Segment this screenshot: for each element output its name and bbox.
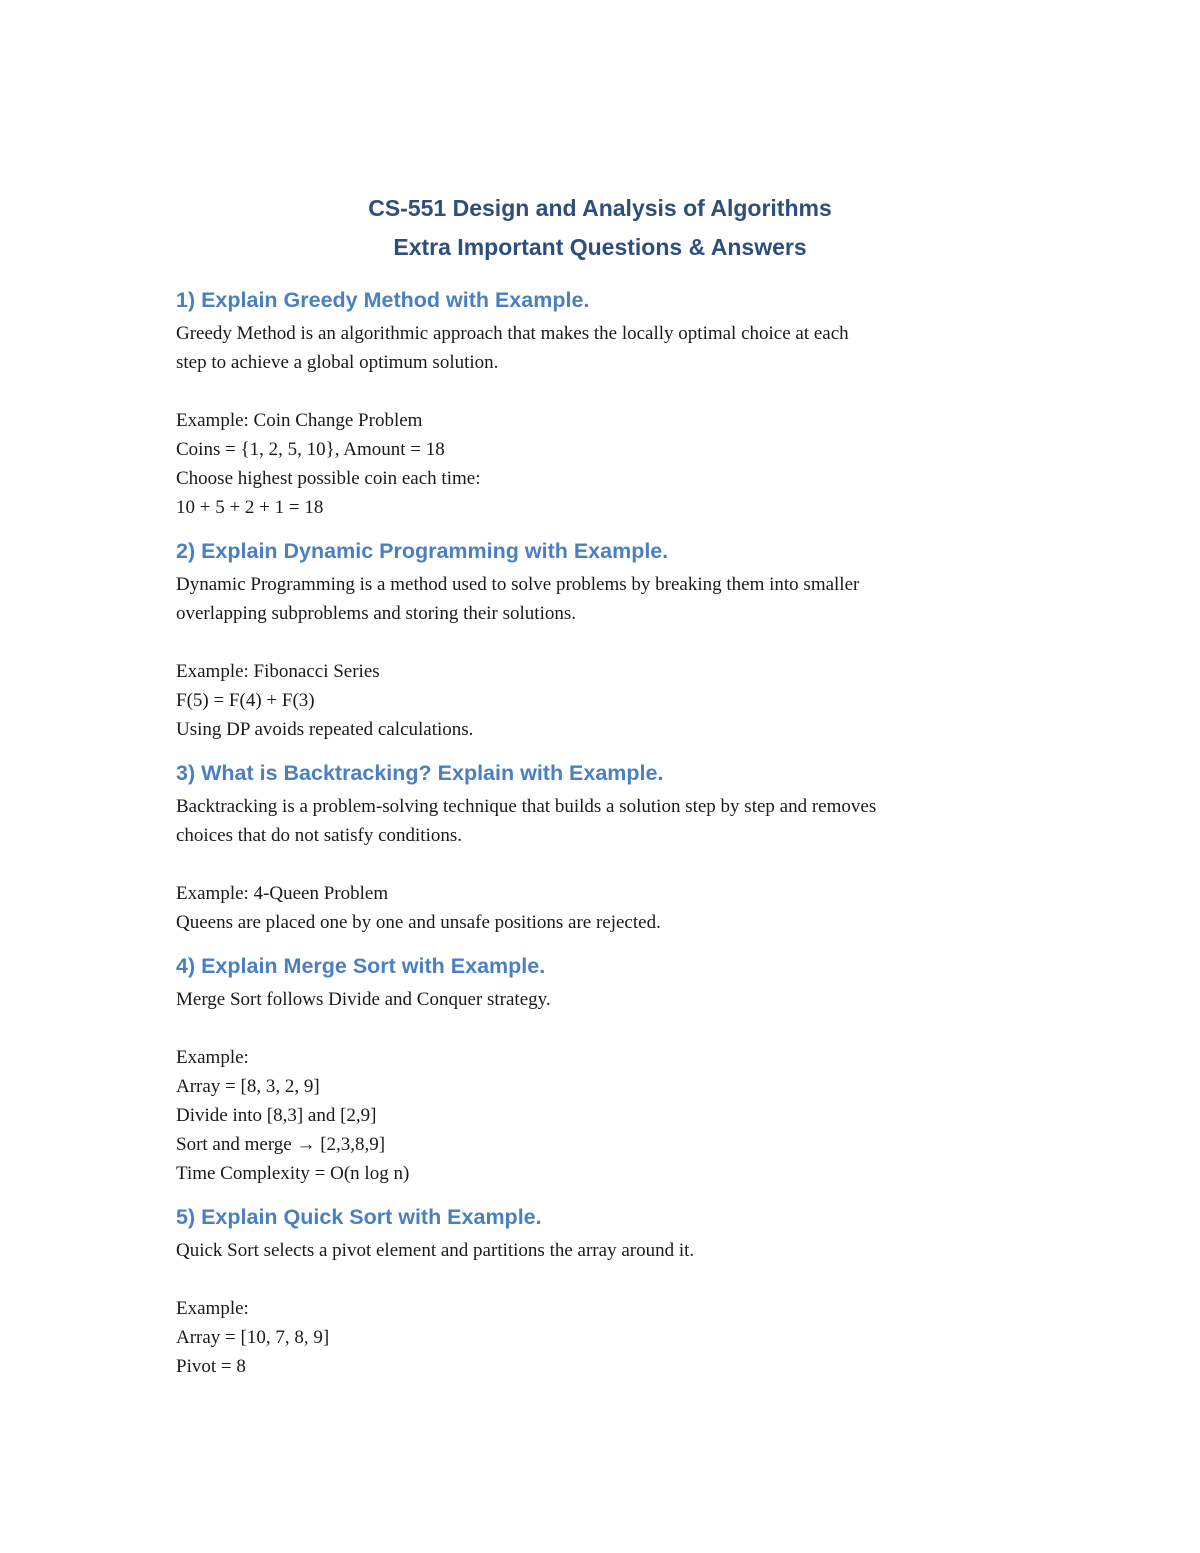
paragraph-spacer bbox=[176, 628, 1076, 657]
paragraph-spacer bbox=[176, 1265, 1076, 1294]
section-spacer bbox=[176, 744, 1076, 756]
paragraph-spacer bbox=[176, 377, 1076, 406]
title-block bbox=[0, 189, 1200, 267]
paragraph-spacer bbox=[176, 1014, 1076, 1043]
definition-line: Dynamic Programming is a method used to solve problems by breaking them into smaller bbox=[176, 574, 860, 595]
example-line: Choose highest possible coin each time: bbox=[176, 468, 481, 489]
example-line: Example: bbox=[176, 1298, 249, 1319]
question-section-3 bbox=[176, 756, 1076, 937]
definition-line: step to achieve a global optimum solution. bbox=[176, 352, 499, 373]
question-heading: 1) Explain Greedy Method with Example. bbox=[176, 288, 590, 312]
example-line: Pivot = 8 bbox=[176, 1356, 246, 1377]
example-line: Queens are placed one by one and unsafe positions are rejected. bbox=[176, 912, 661, 933]
definition-line: Greedy Method is an algorithmic approach that makes the locally optimal choice at each bbox=[176, 323, 849, 344]
example-line: Time Complexity = O(n log n) bbox=[176, 1163, 410, 1184]
section-spacer bbox=[176, 522, 1076, 534]
definition-line: Backtracking is a problem-solving technique that builds a solution step by step and removes bbox=[176, 796, 877, 817]
document-title: CS-551 Design and Analysis of Algorithms bbox=[368, 195, 832, 221]
question-heading: 5) Explain Quick Sort with Example. bbox=[176, 1205, 542, 1229]
example-line: Example: 4-Queen Problem bbox=[176, 883, 389, 904]
section-spacer bbox=[176, 937, 1076, 949]
example-line: 10 + 5 + 2 + 1 = 18 bbox=[176, 497, 324, 518]
example-line: F(5) = F(4) + F(3) bbox=[176, 690, 315, 711]
definition-line: Merge Sort follows Divide and Conquer strategy. bbox=[176, 989, 551, 1010]
definition-line: overlapping subproblems and storing their solutions. bbox=[176, 603, 577, 624]
question-heading: 4) Explain Merge Sort with Example. bbox=[176, 954, 546, 978]
question-section-4 bbox=[176, 949, 1076, 1188]
document-subtitle: Extra Important Questions & Answers bbox=[393, 234, 807, 260]
example-line: Example: Coin Change Problem bbox=[176, 410, 423, 431]
question-heading: 2) Explain Dynamic Programming with Example. bbox=[176, 539, 669, 563]
question-heading: 3) What is Backtracking? Explain with Example. bbox=[176, 761, 664, 785]
definition-line: Quick Sort selects a pivot element and partitions the array around it. bbox=[176, 1240, 695, 1261]
example-line: Example: Fibonacci Series bbox=[176, 661, 380, 682]
example-line: Using DP avoids repeated calculations. bbox=[176, 719, 474, 740]
question-section-1 bbox=[176, 283, 1076, 522]
example-line: Sort and merge → [2,3,8,9] bbox=[176, 1134, 386, 1155]
definition-line: choices that do not satisfy conditions. bbox=[176, 825, 463, 846]
example-line: Coins = {1, 2, 5, 10}, Amount = 18 bbox=[176, 439, 445, 460]
example-line: Example: bbox=[176, 1047, 249, 1068]
paragraph-spacer bbox=[176, 850, 1076, 879]
question-section-2 bbox=[176, 534, 1076, 744]
document-body bbox=[176, 283, 1076, 1381]
example-line: Array = [10, 7, 8, 9] bbox=[176, 1327, 330, 1348]
example-line: Array = [8, 3, 2, 9] bbox=[176, 1076, 320, 1097]
example-line: Divide into [8,3] and [2,9] bbox=[176, 1105, 377, 1126]
section-spacer bbox=[176, 1188, 1076, 1200]
question-section-5 bbox=[176, 1200, 1076, 1381]
